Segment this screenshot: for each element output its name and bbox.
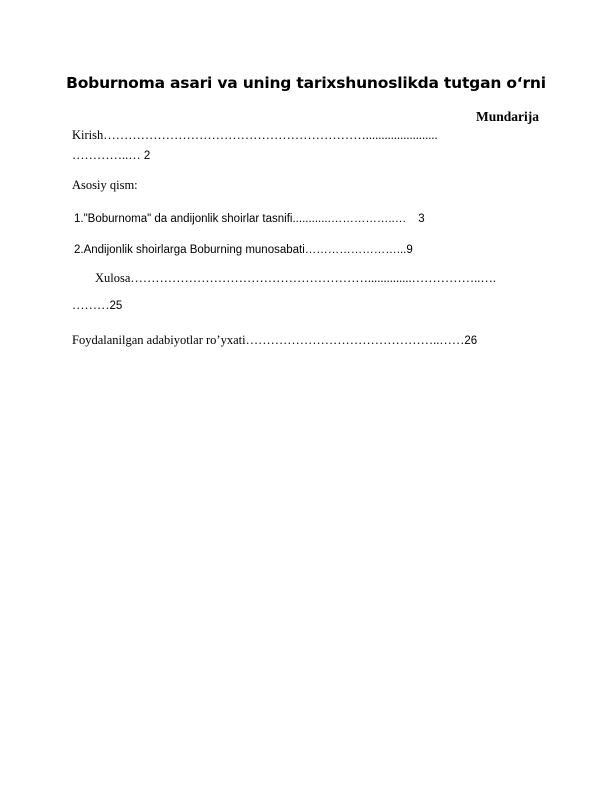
toc-leader-dots: …………..… xyxy=(72,148,144,162)
toc-leader-dots: ………………………………………………………....................... xyxy=(103,128,438,142)
toc-leader-dots: …………………………………………………..............……………..…. xyxy=(130,271,497,285)
toc-entry-label: Xulosa xyxy=(95,271,131,285)
toc-entry-intro-continuation xyxy=(72,148,150,163)
toc-entry-label: 2.Andijonlik shoirlarga Boburning munosabati xyxy=(74,244,305,256)
toc-page-number: 3 xyxy=(418,213,425,225)
toc-page-number: 2 xyxy=(143,150,151,162)
toc-section-main xyxy=(72,178,138,192)
toc-entry-label: Kirish xyxy=(72,128,104,142)
toc-leader-dots: ……… xyxy=(72,298,110,312)
toc-page-number: 26 xyxy=(464,335,478,347)
toc-entry-label: 1."Boburnoma" da andijonlik shoirlar tasnifi xyxy=(74,213,293,225)
toc-entry-chapter-2 xyxy=(74,243,413,257)
toc-entry-intro xyxy=(72,128,438,142)
toc-page-number: 9 xyxy=(406,244,413,256)
toc-heading: Mundarija xyxy=(475,109,539,124)
toc-leader-dots: ………………………………………..…… xyxy=(245,333,465,347)
toc-entry-conclusion-continuation xyxy=(72,298,122,313)
toc-entry-references xyxy=(72,333,477,348)
toc-leader-dots: ……………………... xyxy=(304,244,407,256)
toc-page-number: 25 xyxy=(109,300,123,312)
document-title: Boburnoma asari va uning tarixshunoslikda tutgan o‘rni xyxy=(66,74,546,92)
toc-section-label: Asosiy qism: xyxy=(72,178,138,192)
toc-entry-label: Foydalanilgan adabiyotlar ro’yxati xyxy=(72,333,246,347)
toc-leader-dots: ............……………..… xyxy=(292,213,407,225)
toc-entry-conclusion xyxy=(95,271,496,285)
toc-entry-chapter-1 xyxy=(74,212,425,226)
